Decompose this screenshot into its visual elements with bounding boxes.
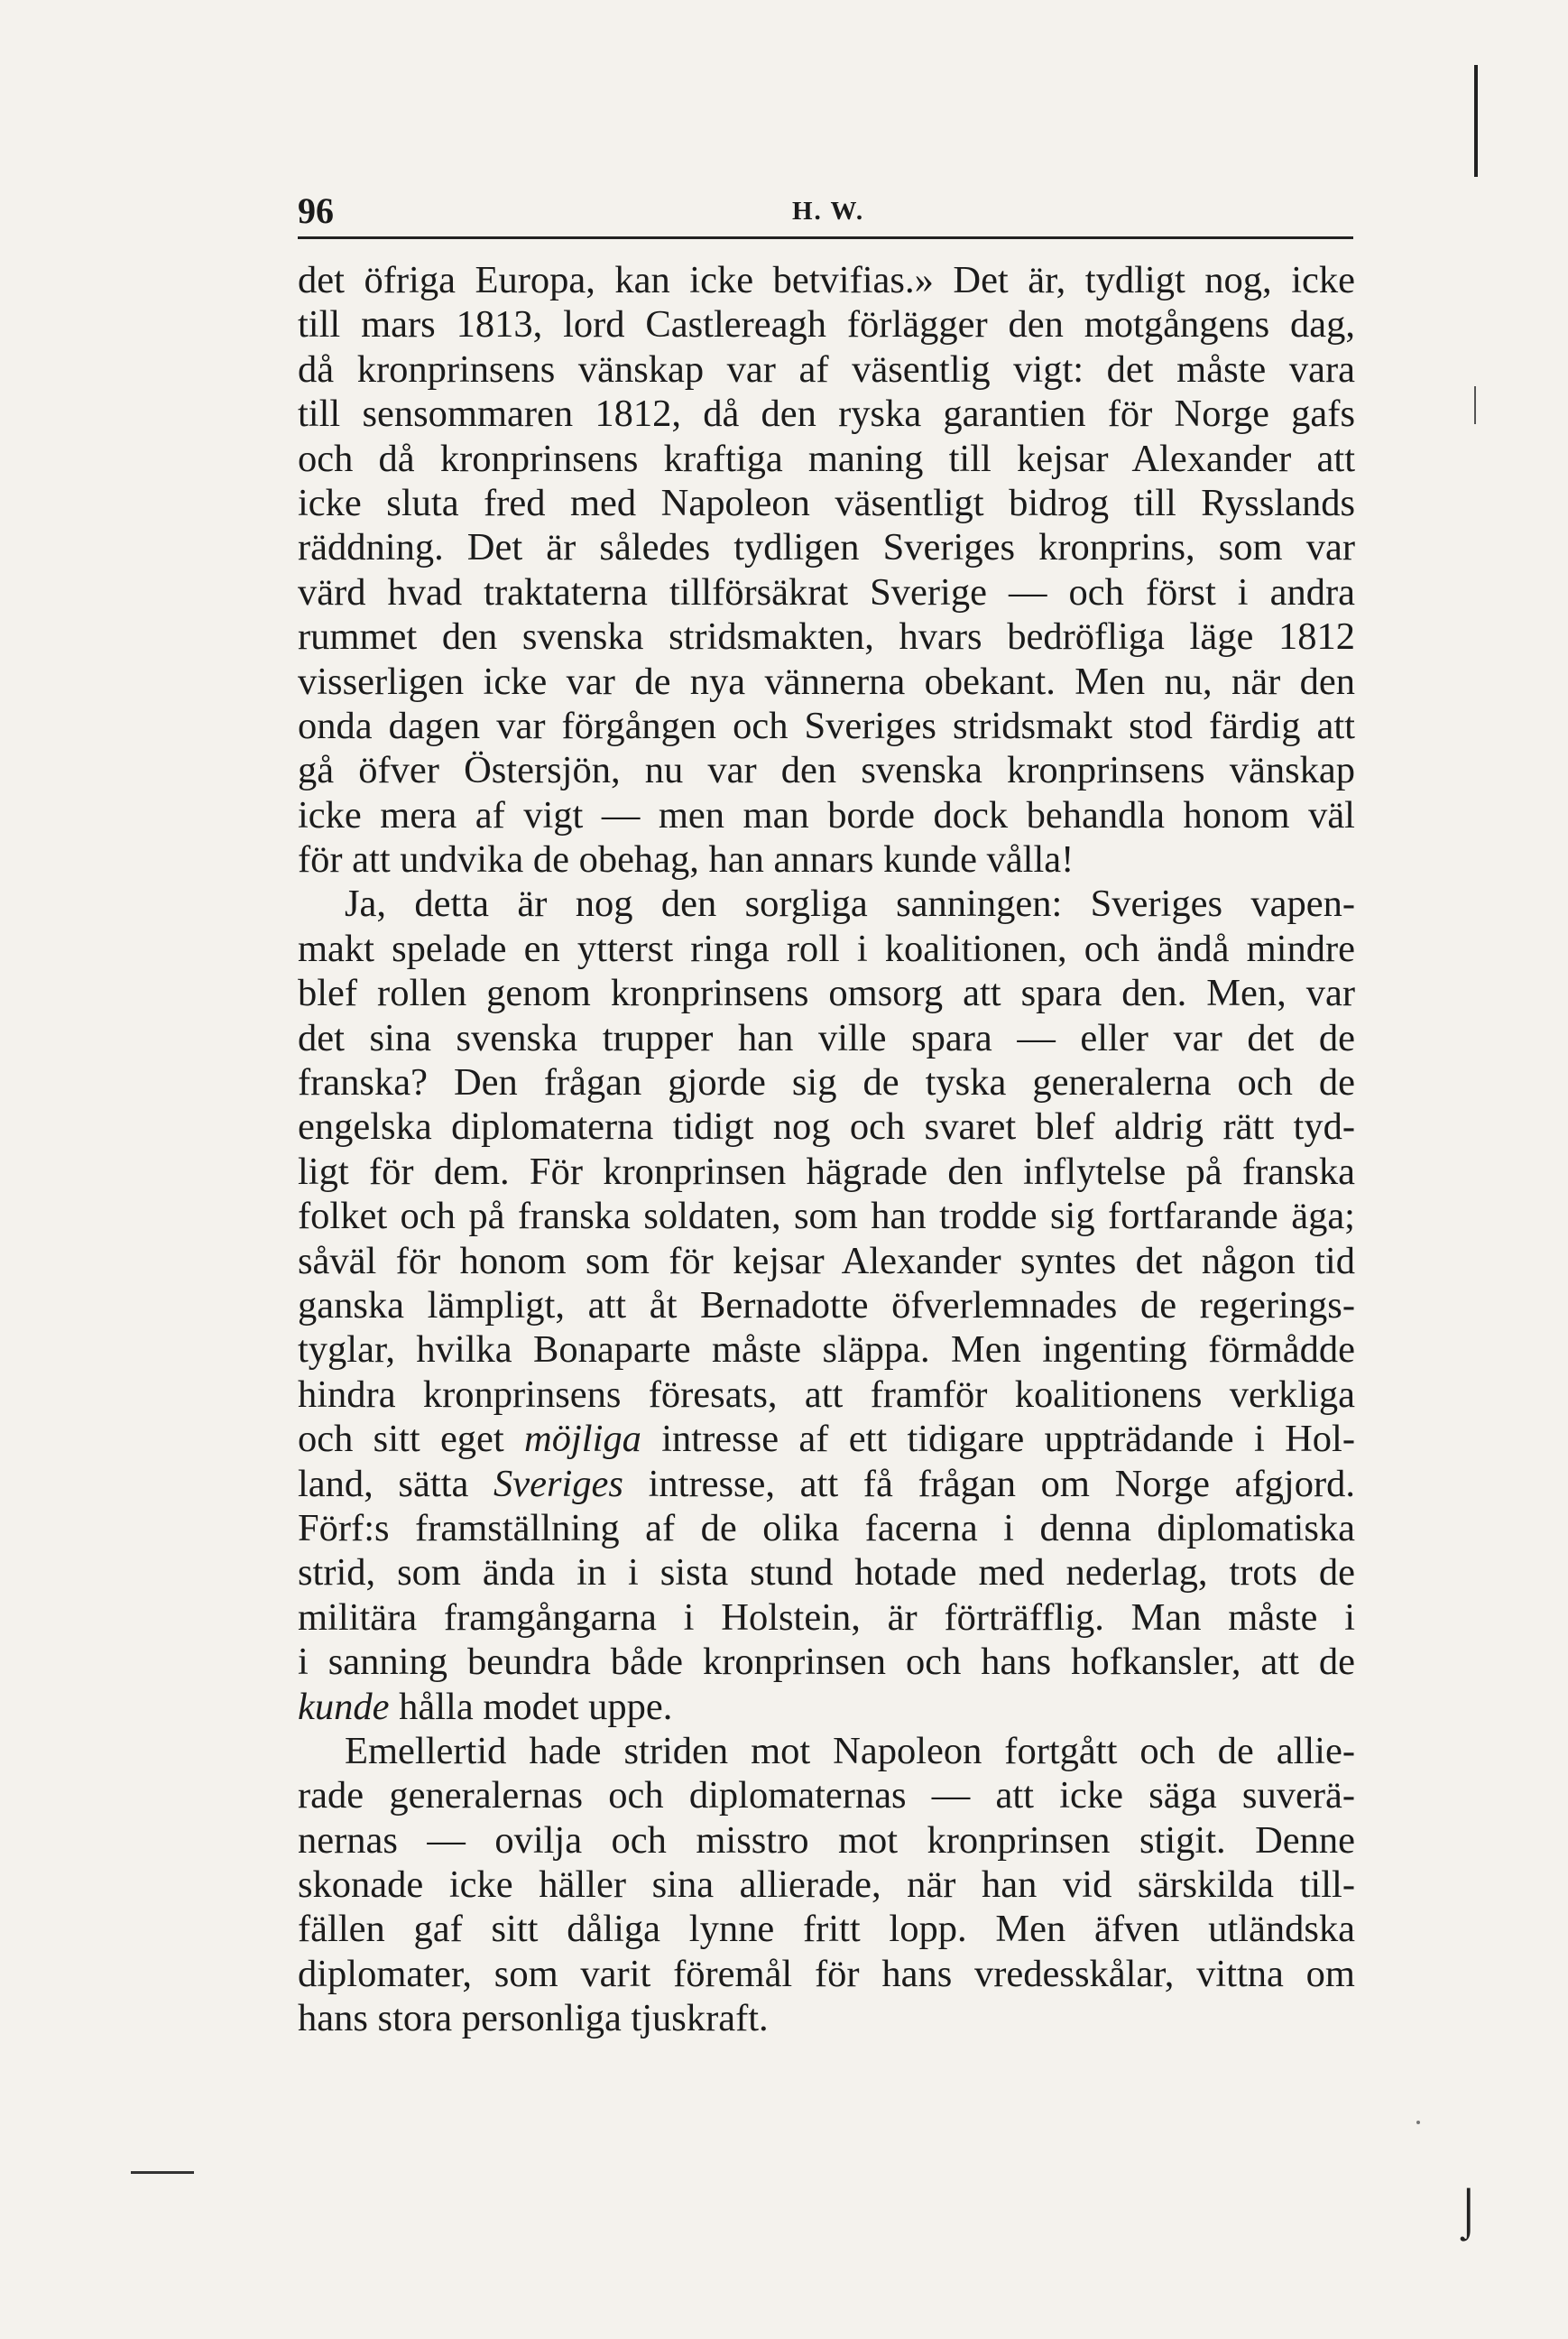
text-line: icke mera af vigt — men man borde dock behandla honom väl bbox=[298, 793, 1355, 837]
text-line: rummet den svenska stridsmakten, hvars bedröfliga läge 1812 bbox=[298, 615, 1355, 659]
text-line: onda dagen var förgången och Sveriges stridsmakt stod färdig att bbox=[298, 704, 1355, 747]
text-line: Emellertid hade striden mot Napoleon fortgått och de allie- bbox=[345, 1729, 1355, 1772]
text-line: till sensommaren 1812, då den ryska garantien för Norge gafs bbox=[298, 393, 1355, 436]
text-line: i sanning beundra både kronprinsen och hans hofkansler, att de bbox=[298, 1641, 1355, 1684]
page-number: 96 bbox=[298, 190, 334, 231]
text-line: nernas — ovilja och misstro mot kronprinsen stigit. Denne bbox=[298, 1818, 1355, 1862]
text-line: franska? Den frågan gjorde sig de tyska generalerna och de bbox=[298, 1061, 1355, 1105]
text-line: Ja, detta är nog den sorgliga sanningen: Sveriges vapen- bbox=[345, 883, 1355, 926]
text-line: hindra kronprinsens föresats, att framför koalitionens verkliga bbox=[298, 1373, 1355, 1416]
text-line: makt spelade en ytterst ringa roll i koalitionen, och ändå mindre bbox=[298, 927, 1355, 970]
text-line: räddning. Det är således tydligen Sveriges kronprins, som var bbox=[298, 526, 1355, 569]
text-line: militära framgångarna i Holstein, är förträfflig. Man måste i bbox=[298, 1595, 1355, 1639]
text-line: det sina svenska trupper han ville spara — eller var det de bbox=[298, 1016, 1355, 1059]
text-line: skonade icke häller sina allierade, när han vid särskilda till- bbox=[298, 1863, 1355, 1907]
text-line: land, sätta Sveriges intresse, att få frågan om Norge afgjord. bbox=[298, 1462, 1356, 1505]
text-line: engelska diplomaterna tidigt nog och svaret blef aldrig rätt tyd- bbox=[298, 1105, 1355, 1149]
text-line: diplomater, som varit föremål för hans vredesskålar, vittna om bbox=[298, 1952, 1355, 1995]
text-line: då kronprinsens vänskap var af väsentlig vigt: det måste vara bbox=[298, 347, 1355, 391]
text-line: det öfriga Europa, kan icke betvifias.» Det är, tydligt nog, icke bbox=[298, 259, 1355, 301]
text-line: ganska lämpligt, att åt Bernadotte öfverlemnades de regerings- bbox=[298, 1283, 1355, 1327]
text-line: folket och på franska soldaten, som han trodde sig fortfarande äga; bbox=[298, 1195, 1355, 1238]
text-line: fällen gaf sitt dåliga lynne fritt lopp. Men äfven utländska bbox=[298, 1908, 1355, 1951]
running-head: H. W. bbox=[792, 197, 865, 226]
text-line: tyglar, hvilka Bonaparte måste släppa. Men ingenting förmådde bbox=[298, 1328, 1355, 1372]
text-line: värd hvad traktaterna tillförsäkrat Sverige — och först i andra bbox=[298, 570, 1355, 614]
scan-edge-mark bbox=[1474, 65, 1478, 177]
text-line: för att undvika de obehag, han annars kunde vålla! bbox=[298, 838, 1075, 882]
text-line: såväl för honom som för kejsar Alexander syntes det någon tid bbox=[298, 1239, 1355, 1282]
text-line: hans stora personliga tjuskraft. bbox=[298, 1997, 769, 2040]
text-line: till mars 1813, lord Castlereagh förlägger den motgångens dag, bbox=[298, 303, 1355, 347]
body-text bbox=[298, 258, 1355, 2041]
text-line: blef rollen genom kronprinsens omsorg att spara den. Men, var bbox=[298, 972, 1355, 1015]
page-corner-mark: ⌡ bbox=[1454, 2186, 1483, 2238]
text-line: ligt för dem. För kronprinsen hägrade den inflytelse på franska bbox=[298, 1150, 1355, 1193]
page-header bbox=[298, 177, 1353, 231]
text-line: kunde hålla modet uppe. bbox=[298, 1685, 673, 1728]
text-line: gå öfver Östersjön, nu var den svenska kronprinsens vänskap bbox=[298, 749, 1355, 792]
text-line: visserligen icke var de nya vännerna obekant. Men nu, när den bbox=[298, 660, 1355, 703]
header-rule bbox=[298, 236, 1353, 239]
text-line: och då kronprinsens kraftiga maning till kejsar Alexander att bbox=[298, 437, 1355, 480]
text-line: strid, som ända in i sista stund hotade med nederlag, trots de bbox=[298, 1551, 1355, 1595]
text-line: Förf:s framställning af de olika facerna i denna diplomatiska bbox=[298, 1506, 1355, 1549]
scan-speck bbox=[1416, 2121, 1420, 2124]
text-line: icke sluta fred med Napoleon väsentligt bidrog till Rysslands bbox=[298, 481, 1355, 524]
scan-edge-mark bbox=[1474, 386, 1476, 424]
text-line: och sitt eget möjliga intresse af ett tidigare uppträdande i Hol- bbox=[298, 1418, 1355, 1461]
text-line: rade generalernas och diplomaternas — att icke säga suverä- bbox=[298, 1774, 1355, 1817]
margin-dash-mark bbox=[131, 2171, 194, 2174]
